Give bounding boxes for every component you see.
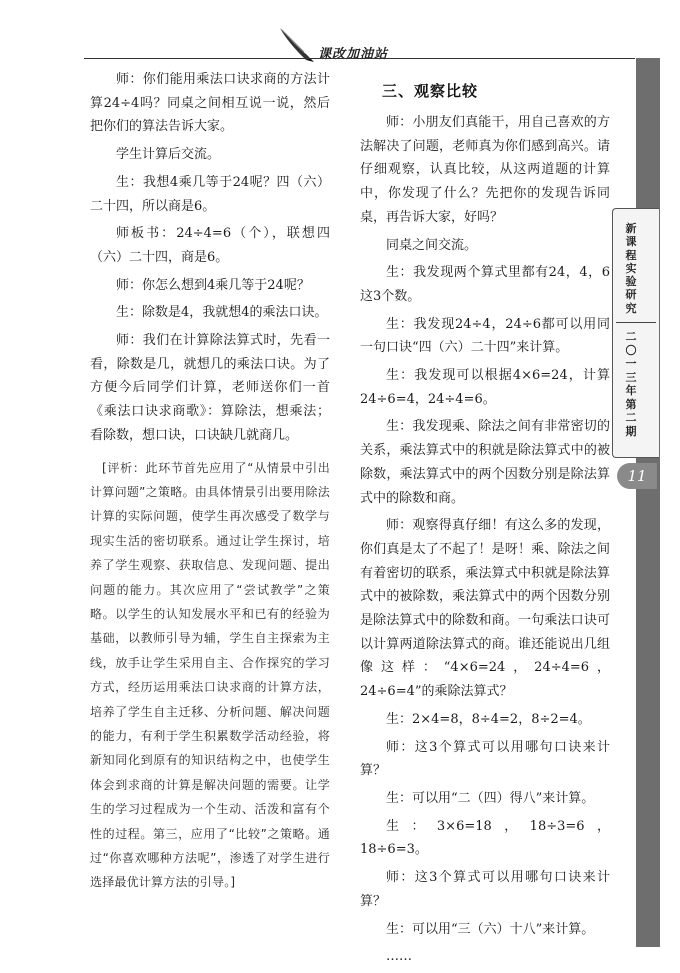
paragraph: 生：我发现乘、除法之间有非常密切的关系，乘法算式中的积就是除法算式中的被除数，乘法算式中的两个因数分别是除法算式中的除数和商。 (360, 419, 610, 506)
paragraph: 生：3×6=18，18÷3=6，18÷6=3。 (360, 818, 610, 858)
paragraph: 生：我发现可以根据4×6=24，计算24÷6=4，24÷4=6。 (360, 368, 610, 407)
paragraph: 生：可以用“三（六）十八”来计算。 (386, 921, 595, 937)
side-band (636, 58, 660, 947)
right-column (360, 68, 610, 973)
journal-name: 新课程实验研究 (625, 222, 637, 315)
paragraph: 生：除数是4，我就想4的乘法口诀。 (116, 305, 328, 321)
paragraph: 生：我发现24÷4，24÷6都可以用同一句口诀“四（六）二十四”来计算。 (360, 316, 610, 356)
section-title: 三、观察比较 (382, 82, 479, 100)
paragraph: 生：我想4乘几等于24呢？四（六）二十四，所以商是6。 (90, 174, 330, 214)
paragraph: 生：我发现两个算式里都有24，4，6这3个数。 (360, 265, 610, 304)
paragraph: 师板书：24÷4=6（个），联想四（六）二十四，商是6。 (90, 226, 330, 265)
paragraph: 师：观察得真仔细！有这么多的发现，你们真是太了不起了！是呀！乘、除法之间有着密切的联系，乘法算式中积就是除法算式中的被除数，乘法算式中的两个因数分别是除法算式中的除数和商。一句乘法口诀可以计算两道除法算式的商。谁还能说出几组像这样：“4×6=24，24÷4=6，24÷6=4”的乘除法算式？ (360, 518, 610, 700)
paragraph: 师：这3个算式可以用哪句口诀来计算？ (360, 739, 610, 779)
paragraph: 师：你怎么想到4乘几等于24呢？ (116, 277, 310, 293)
paragraph: 师：这3个算式可以用哪句口诀来计算？ (360, 870, 610, 909)
left-column (90, 68, 330, 895)
paragraph: 生：2×4=8，8÷4=2，8÷2=4。 (386, 711, 591, 727)
paragraph: 师：小朋友们真能干，用自己喜欢的方法解决了问题，老师真为你们感到高兴。请仔细观察，认真比较，从这两道题的计算中，你发现了什么？先把你的发现告诉同桌，再告诉大家，好吗？ (360, 115, 610, 225)
commentary-block: [评析：此环节首先应用了“从情景中引出计算问题”之策略。由具体情景引出要用除法计算的实际问题，使学生再次感受了数学与现实生活的密切联系。通过让学生探讨，培养了学生观察、获取信息、发现问题、提出问题的能力。其次应用了“尝试教学”之策略。以学生的认知发展水平和已有的经验为基础，以教师引导为辅，学生自主探索为主线，放手让学生采用自主、合作探究的学习方式，经历运用乘法口诀求商的计算方法，培养了学生自主迁移、分析问题、解决问题的能力，有利于学生积累数学活动经验，将新知同化到原有的知识结构之中，也使学生体会到求商的计算是解决问题的需要。让学生的学习过程成为一个生动、活泼和富有个性的过程。第三，应用了“比较”之策略。通过“你喜欢哪种方法呢”，渗透了对学生进行选择最优计算方法的引导。] (90, 460, 330, 890)
paragraph: …… (386, 949, 412, 965)
paragraph: 生：可以用“二（四）得八”来计算。 (386, 790, 595, 806)
paragraph: 学生计算后交流。 (116, 147, 221, 163)
paragraph: 同桌之间交流。 (386, 237, 478, 253)
header-rule (84, 58, 635, 59)
issue-label: 二〇一三年第二期 (625, 330, 637, 438)
page-number: 11 (617, 463, 657, 489)
side-divider (616, 322, 656, 323)
section-header-title: 课改加油站 (318, 47, 389, 62)
paragraph: 师：我们在计算除法算式时，先看一看，除数是几，就想几的乘法口诀。为了方便今后同学们计算，老师送你们一首《乘法口诀求商歌》：算除法，想乘法；看除数，想口诀，口诀缺几就商几。 (90, 333, 330, 443)
paragraph: 师：你们能用乘法口诀求商的方法计算24÷4吗？同桌之间相互说一说，然后把你们的算法告诉大家。 (90, 72, 330, 135)
